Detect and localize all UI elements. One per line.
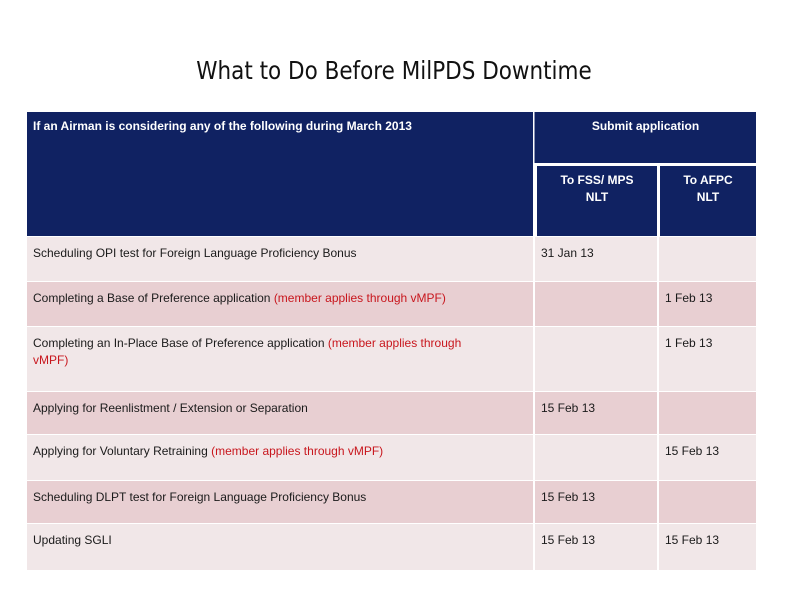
activity-text: Updating SGLI	[33, 533, 112, 547]
header-afpc	[658, 164, 756, 236]
activity-text: Scheduling OPI test for Foreign Language Proficiency Bonus	[33, 246, 357, 260]
afpc-date-cell: 15 Feb 13	[659, 524, 756, 570]
activity-cell	[27, 327, 533, 391]
header-afpc-label: To AFPC	[683, 173, 733, 187]
table-row	[27, 327, 756, 391]
afpc-date-cell	[659, 237, 756, 281]
table-row	[27, 524, 756, 570]
activity-cell	[27, 481, 533, 523]
afpc-date-cell	[659, 481, 756, 523]
activity-note: (member applies through vMPF)	[273, 291, 446, 305]
page-title: What to Do Before MilPDS Downtime	[196, 56, 592, 85]
header-fss-mps	[535, 164, 657, 236]
header-submit-application: Submit application	[534, 112, 756, 163]
activity-text: Completing a Base of Preference application	[33, 291, 274, 305]
activity-cell	[27, 435, 533, 480]
activity-cell	[27, 524, 533, 570]
fss-date-cell: 15 Feb 13	[535, 392, 657, 434]
activity-note: (member applies through vMPF)	[33, 336, 462, 367]
table-row	[27, 237, 756, 281]
deadline-table	[27, 112, 756, 570]
afpc-date-cell: 1 Feb 13	[659, 282, 756, 326]
afpc-date-cell	[659, 392, 756, 434]
activity-cell	[27, 392, 533, 434]
activity-text: Applying for Voluntary Retraining	[33, 444, 212, 458]
header-fss-label: To FSS/ MPS	[560, 173, 634, 187]
fss-date-cell	[535, 435, 657, 480]
header-activity: If an Airman is considering any of the following during March 2013	[27, 112, 533, 236]
table-row	[27, 282, 756, 326]
fss-date-cell: 31 Jan 13	[535, 237, 657, 281]
activity-text: Scheduling DLPT test for Foreign Language Proficiency Bonus	[33, 490, 367, 504]
activity-cell	[27, 282, 533, 326]
fss-date-cell: 15 Feb 13	[535, 481, 657, 523]
table-row	[27, 481, 756, 523]
activity-text: Completing an In-Place Base of Preference application	[33, 336, 328, 350]
fss-date-cell	[535, 282, 657, 326]
fss-date-cell: 15 Feb 13	[535, 524, 657, 570]
table-row	[27, 392, 756, 434]
header-afpc-nlt: NLT	[696, 190, 720, 204]
fss-date-cell	[535, 327, 657, 391]
header-fss-nlt: NLT	[585, 190, 609, 204]
afpc-date-cell: 15 Feb 13	[659, 435, 756, 480]
table-row	[27, 435, 756, 480]
activity-cell	[27, 237, 533, 281]
activity-text: Applying for Reenlistment / Extension or Separation	[33, 401, 308, 415]
activity-note: (member applies through vMPF)	[211, 444, 384, 458]
afpc-date-cell: 1 Feb 13	[659, 327, 756, 391]
